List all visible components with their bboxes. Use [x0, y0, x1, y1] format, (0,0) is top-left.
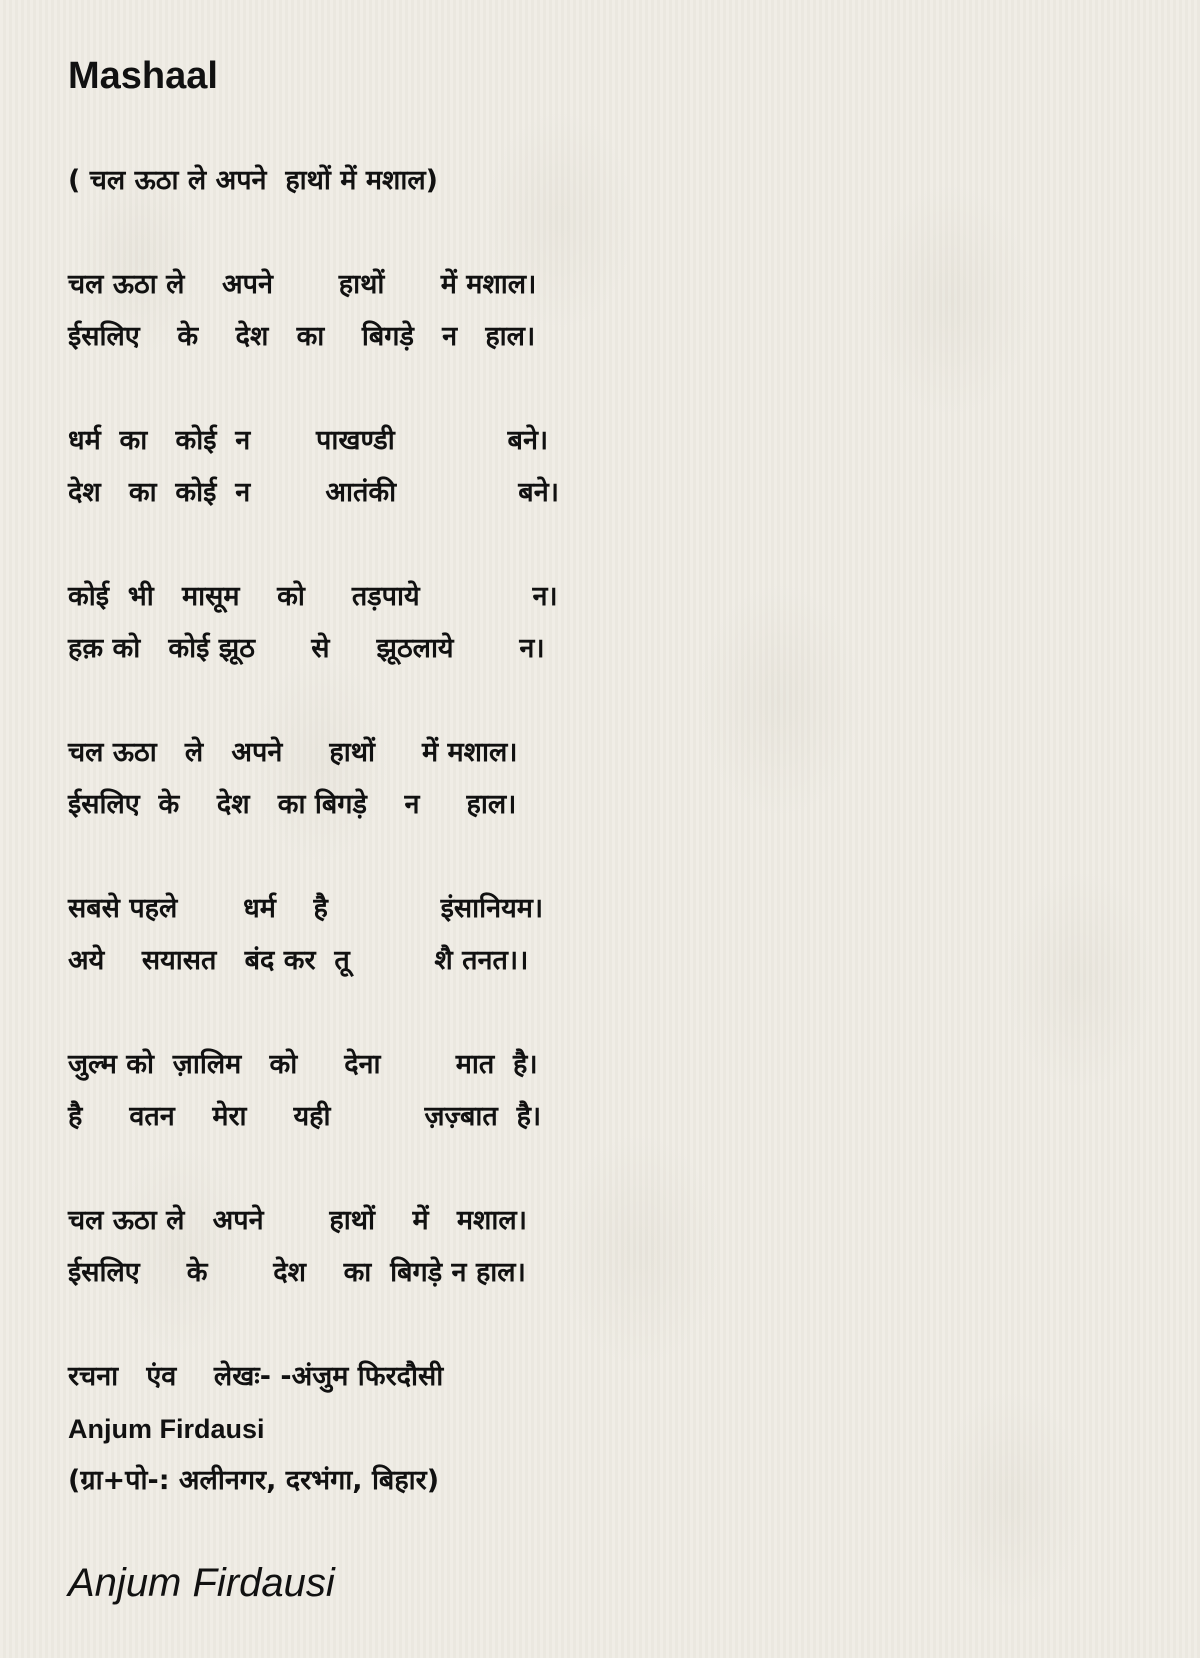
stanza-4-line-1: चल ऊठा ले अपने हाथों में मशाल। — [68, 737, 518, 768]
stanza-gap — [68, 1299, 828, 1351]
stanza-2-line-2: देश का कोई न आतंकी बने। — [68, 477, 559, 508]
stanza-gap — [68, 519, 828, 571]
stanza-2-line-1: धर्म का कोई न पाखण्डी बने। — [68, 425, 549, 456]
stanza-4-line-2: ईसलिए के देश का बिगड़े न हाल। — [68, 789, 517, 820]
stanza-gap — [68, 1143, 828, 1195]
stanza-6-line-1: जुल्म को ज़ालिम को देना मात है। — [68, 1049, 538, 1080]
stanza-1-line-1: चल ऊठा ले अपने हाथों में मशाल। — [68, 269, 537, 300]
stanza-gap — [68, 987, 828, 1039]
stanza-6-line-2: है वतन मेरा यही ज़ज़्बात है। — [68, 1101, 542, 1132]
stanza-7-line-1: चल ऊठा ले अपने हाथों में मशाल। — [68, 1205, 527, 1236]
poem-subtitle: ( चल ऊठा ले अपने हाथों में मशाल) — [68, 165, 438, 196]
stanza-gap — [68, 207, 828, 259]
author-address: (ग्रा+पो-: अलीनगर, दरभंगा, बिहार) — [68, 1465, 440, 1496]
poem-title: Mashaal — [68, 55, 218, 97]
stanza-gap — [68, 675, 828, 727]
stanza-1-line-2: ईसलिए के देश का बिगड़े न हाल। — [68, 321, 536, 352]
stanza-3-line-1: कोई भी मासूम को तड़पाये न। — [68, 581, 558, 612]
stanza-5-line-2: अये सयासत बंद कर तू शै तनत।। — [68, 945, 529, 976]
author-credit-english: Anjum Firdausi — [68, 1414, 265, 1444]
stanza-gap — [68, 363, 828, 415]
author-credit-hindi: रचना एंव लेखः- -अंजुम फिरदौसी — [68, 1361, 444, 1392]
stanza-5-line-1: सबसे पहले धर्म है इंसानियम। — [68, 893, 544, 924]
stanza-gap — [68, 831, 828, 883]
poem-body — [68, 155, 828, 1507]
author-signature: Anjum Firdausi — [68, 1561, 335, 1605]
stanza-7-line-2: ईसलिए के देश का बिगड़े न हाल। — [68, 1257, 526, 1288]
stanza-3-line-2: हक़ को कोई झूठ से झूठलाये न। — [68, 633, 545, 664]
